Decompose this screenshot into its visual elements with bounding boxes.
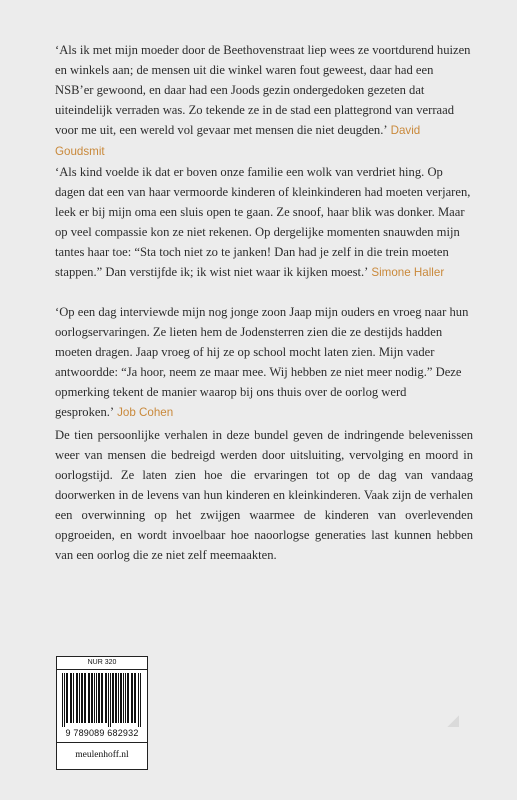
barcode-bar — [110, 673, 111, 727]
barcode-bar — [134, 673, 136, 723]
barcode-bar — [127, 673, 129, 723]
nur-code: NUR 320 — [57, 657, 147, 670]
barcode-icon — [62, 673, 142, 727]
quote-text: ‘Als ik met mijn moeder door de Beethovenstraat liep wees ze voortdurend huizen en winkels aan; de mensen uit die winkel waren fout geweest, daar had een NSB’er gewoond, en daar had een Joods gezin ondergedoken gezeten dat uiteindelijk verraden was. Zo tekende ze in de stad een plattegrond van verraad voor me uit, een wereld vol gevaar met mensen die niet deugden.’ — [55, 43, 471, 137]
barcode-bar — [123, 673, 124, 723]
quote-goudsmit — [55, 40, 473, 162]
quote-text: ‘Op een dag interviewde mijn nog jonge zoon Jaap mijn ouders en vroeg naar hun oorlogservaringen. Ze lieten hem de Jodensterren zien die ze destijds hadden moeten dragen. Jaap vroeg of hij ze op school mocht laten zien. Mijn vader antwoordde: “Ja hoor, neem ze maar mee. Wij hebben ze niet meer nodig.” Deze opmerking tekent de manier waarop bij ons thuis over de oorlog werd gesproken.’ — [55, 305, 469, 419]
barcode-bar — [79, 673, 80, 723]
barcode-bar — [62, 673, 63, 727]
barcode-bar — [138, 673, 139, 727]
barcode-bar — [98, 673, 100, 723]
barcode-bar — [84, 673, 86, 723]
barcode-bar — [108, 673, 109, 727]
isbn-barcode-block — [56, 656, 148, 770]
barcode-bar — [73, 673, 74, 723]
isbn-number: 9 789089 682932 — [65, 728, 139, 738]
quote-author: Simone Haller — [371, 266, 445, 279]
barcode-bar — [120, 673, 122, 723]
barcode-bar — [66, 673, 68, 723]
quote-text: ‘Als kind voelde ik dat er boven onze familie een wolk van verdriet hing. Op dagen dat een van haar vermoorde kinderen of kleinkinderen had moeten verjaren, leek er bij mijn oma een sluis open te gaan. Ze snoof, haar blik was donker. Maar op veel compassie kon ze niet rekenen. Op dergelijke momenten snauwden mijn tantes haar toe: “Sta toch niet zo te janken! Dan had je zelf in die trein moeten stappen.” Dan verstijfde ik; ik wist niet waar ik kijken moest.’ — [55, 165, 471, 279]
barcode-bar — [88, 673, 90, 723]
quote-author: David Goudsmit — [55, 124, 421, 158]
barcode-bar — [131, 673, 133, 723]
barcode-bar — [125, 673, 126, 723]
barcode-bar — [112, 673, 114, 723]
quote-haller — [55, 162, 473, 283]
barcode-bar — [91, 673, 93, 723]
barcode-bar — [96, 673, 97, 723]
watermark-icon: ◢ — [448, 712, 459, 728]
barcode-bar — [115, 673, 117, 723]
barcode-bar — [70, 673, 72, 723]
barcode-bar — [140, 673, 141, 727]
barcode-bar — [64, 673, 65, 727]
quote-cohen — [55, 302, 473, 423]
barcode-bar — [81, 673, 83, 723]
publisher-url: meulenhoff.nl — [57, 742, 147, 767]
barcode-bar — [105, 673, 107, 723]
quote-author: Job Cohen — [117, 406, 174, 419]
barcode-bar — [101, 673, 103, 723]
barcode-bar — [94, 673, 95, 723]
summary-paragraph: De tien persoonlijke verhalen in deze bundel geven de indringende belevenissen weer van mensen die bedreigd werden door uitsluiting, vervolging en moord in oorlogstijd. Ze laten zien hoe die ervaringen tot op de dag van vandaag doorwerken in de levens van hun kinderen en kleinkinderen. Vaak zijn de verhalen een overwinning op het zwijgen waarmee de kinderen van overlevenden opgroeiden, en wordt invoelbaar hoe naoorlogse generaties last kunnen hebben van een oorlog die ze niet zelf meemaakten. — [55, 428, 473, 562]
barcode-bar — [76, 673, 78, 723]
barcode-bar — [118, 673, 119, 723]
